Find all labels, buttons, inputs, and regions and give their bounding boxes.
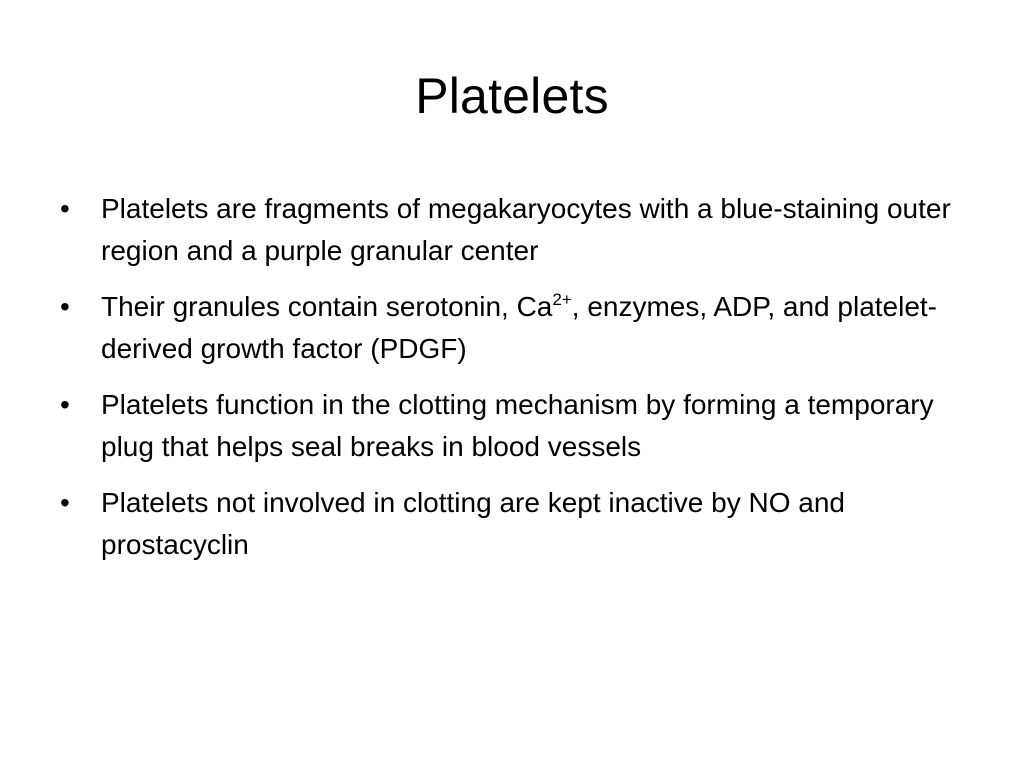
bullet-superscript: 2+ [552, 290, 572, 309]
bullet-item-granules [60, 286, 970, 370]
bullet-icon: • [60, 389, 70, 420]
bullet-text: Platelets function in the clotting mechanism by forming a temporary plug that helps seal breaks in blood vessels [101, 389, 934, 462]
bullet-text: Platelets not involved in clotting are kept inactive by NO and prostacyclin [101, 487, 845, 560]
slide-title: Platelets [415, 68, 609, 124]
bullet-text-before: Their granules contain serotonin, Ca [101, 291, 553, 322]
bullet-item-clotting-function [60, 384, 970, 468]
bullet-text-after: , enzymes, ADP, and platelet-derived growth factor (PDGF) [101, 291, 938, 364]
bullet-icon: • [60, 487, 70, 518]
bullet-item-fragments [60, 188, 970, 272]
bullet-icon: • [60, 193, 70, 224]
bullet-item-inactive [60, 482, 970, 566]
bullet-icon: • [60, 291, 70, 322]
bullet-list [60, 188, 970, 580]
bullet-text: Platelets are fragments of megakaryocytes with a blue-staining outer region and a purple granular center [101, 193, 951, 266]
